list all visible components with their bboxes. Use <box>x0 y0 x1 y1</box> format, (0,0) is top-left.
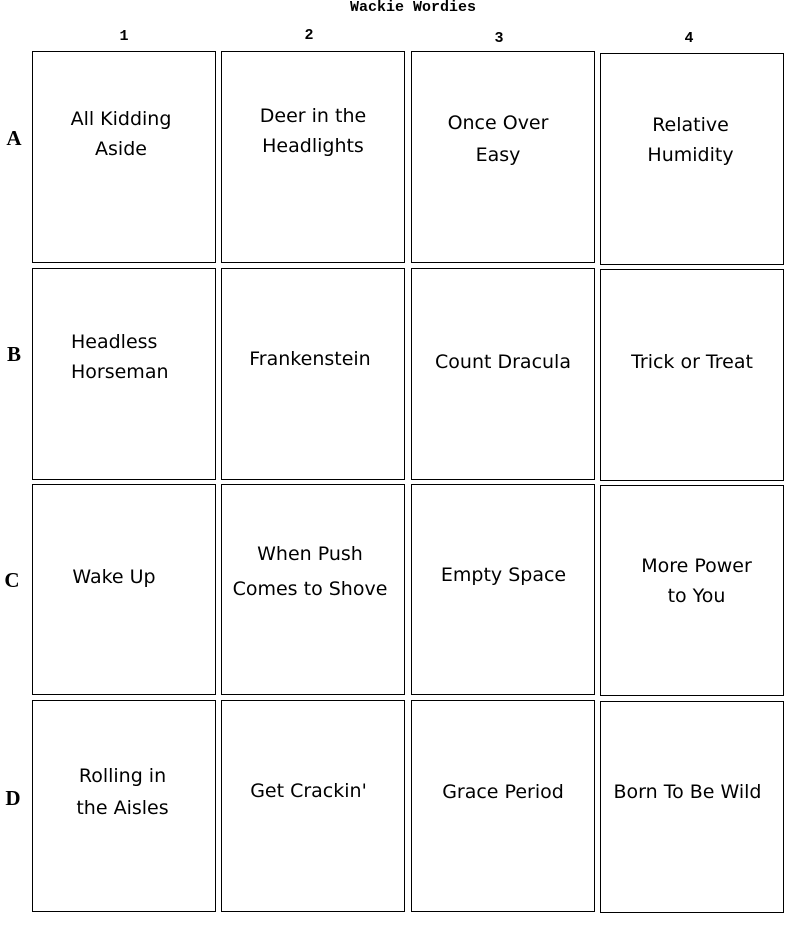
puzzle-answer: Deer in the Headlights <box>259 105 367 157</box>
puzzle-cell-d4[interactable] <box>600 701 784 913</box>
puzzle-answer: Born To Be Wild <box>613 781 762 803</box>
puzzle-answer: Trick or Treat <box>631 351 753 373</box>
puzzle-answer: Empty Space <box>440 564 567 586</box>
puzzle-answer: Grace Period <box>442 781 564 803</box>
puzzle-answer: All Kidding Aside <box>70 108 172 160</box>
column-header-3: 3 <box>494 30 504 47</box>
board-title: Wackie Wordies <box>349 0 477 16</box>
puzzle-cell-a3[interactable] <box>411 51 595 263</box>
puzzle-cell-d3[interactable] <box>411 700 595 912</box>
puzzle-cell-d1[interactable] <box>32 700 216 912</box>
row-header-c: C <box>4 568 20 592</box>
puzzle-cell-b4[interactable] <box>600 269 784 481</box>
row-header-b: B <box>6 342 21 366</box>
puzzle-answer: Frankenstein <box>249 348 371 370</box>
column-header-1: 1 <box>119 28 129 45</box>
row-header-a: A <box>6 126 22 150</box>
puzzle-answer: Get Crackin' <box>250 780 367 802</box>
puzzle-cell-c2[interactable] <box>221 484 405 695</box>
puzzle-cell-c1[interactable] <box>32 484 216 695</box>
puzzle-cell-a2[interactable] <box>221 51 405 263</box>
puzzle-cell-c4[interactable] <box>600 485 784 696</box>
puzzle-answer: Once Over Easy <box>447 112 549 166</box>
puzzle-cell-b3[interactable] <box>411 268 595 480</box>
puzzle-cell-a4[interactable] <box>600 53 784 265</box>
puzzle-cell-d2[interactable] <box>221 700 405 912</box>
puzzle-cell-a1[interactable] <box>32 51 216 263</box>
column-header-2: 2 <box>304 27 314 44</box>
puzzle-answer: Rolling in the Aisles <box>76 765 169 819</box>
puzzle-answer: Relative Humidity <box>647 114 734 166</box>
puzzle-cell-b1[interactable] <box>32 268 216 480</box>
puzzle-answer: Headless Horseman <box>71 331 169 383</box>
puzzle-cell-c3[interactable] <box>411 484 595 695</box>
puzzle-answer: More Power to You <box>641 555 752 607</box>
puzzle-answer: Count Dracula <box>435 351 571 373</box>
puzzle-cell-b2[interactable] <box>221 268 405 480</box>
puzzle-answer: Wake Up <box>72 566 156 588</box>
column-header-4: 4 <box>684 30 694 47</box>
puzzle-answer: When Push Comes to Shove <box>232 543 388 600</box>
row-header-d: D <box>5 786 21 810</box>
